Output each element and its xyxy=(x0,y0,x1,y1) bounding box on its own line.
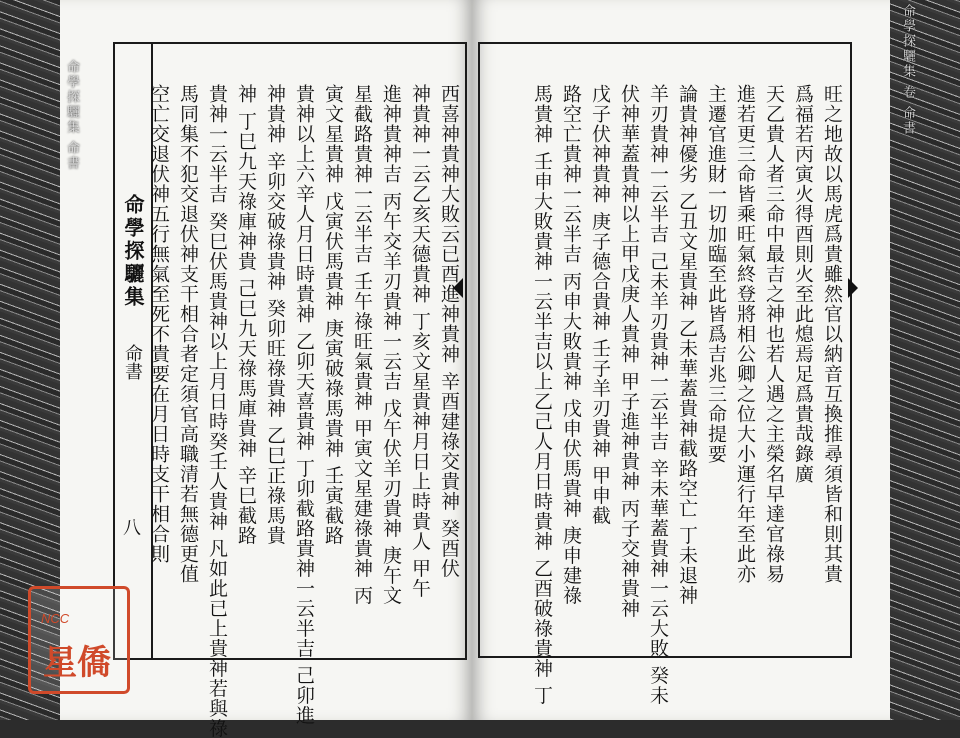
watermark-stamp xyxy=(28,586,130,694)
fishtail-marker-right xyxy=(848,278,858,298)
stamp-text-logo: 星僑 xyxy=(43,643,111,683)
left-page-text xyxy=(144,84,463,738)
text-column: 西喜神貴神大敗云已酉進神貴神 辛酉建祿交貴神 癸酉伏 xyxy=(438,84,460,579)
text-column: 進神貴神吉 丙午交羊刃貴神一云吉 戊午伏羊刃貴神 庚午文 xyxy=(380,84,402,606)
text-column: 旺之地故以馬虎爲貴雖然官以納音互換推尋須皆和則其貴 xyxy=(821,84,843,584)
fishtail-marker-left xyxy=(453,278,463,298)
text-column: 寅文星貴神 戊寅伏馬貴神 庚寅破祿馬貴神 壬寅截路 xyxy=(322,84,344,546)
text-column: 空亡交退伏神五行無氣至死不貴要在月日時支干相合則 xyxy=(148,84,170,564)
right-page-text xyxy=(527,84,846,706)
text-column: 馬同集不犯交退伏神支干相合者定須官高職清若無德更值 xyxy=(177,84,199,584)
text-column: 爲福若丙寅火得酉則火至此熄焉足爲貴哉錄廣 xyxy=(792,84,814,484)
stamp-text-ncc: NCC xyxy=(41,611,70,626)
text-column: 神貴神 辛卯交破祿貴神 癸卯旺祿貴神 乙巳正祿馬貴 xyxy=(264,84,286,546)
text-column: 路空亡貴神一云半吉 丙申大敗貴神 戊申伏馬貴神 庚申建祿 xyxy=(560,84,582,606)
book-title-margin: 命學探驪集 xyxy=(121,194,145,309)
text-column: 馬貴神 壬申大敗貴神一云半吉以上乙己人月日時貴神 乙酉破祿貴神 丁 xyxy=(531,84,553,706)
text-column: 伏神華蓋貴神以上甲戊庚人貴神 甲子進神貴神 丙子交神貴神 xyxy=(618,84,640,619)
text-column: 戊子伏神貴神 庚子德合貴神 壬子羊刃貴神 甲申截 xyxy=(589,84,611,526)
right-edge-title: 命學探驪集 卷 命書 xyxy=(900,4,915,137)
text-column: 主遷官進財一切加臨至此皆爲吉兆三命提要 xyxy=(705,84,727,464)
text-column: 貴神以上六辛人月日時貴神 乙卯天喜貴神 丁卯截路貴神一云半吉 己卯進 xyxy=(293,84,315,726)
text-column: 神 丁巳九天祿庫神貴 己巳九天祿馬庫貴神 辛巳截路 xyxy=(235,84,257,546)
page-number: 八 xyxy=(123,518,141,539)
text-column: 星截路貴神一云半吉 壬午祿旺氣貴神 甲寅文星建祿貴神 丙 xyxy=(351,84,373,606)
section-title-margin: 命書 xyxy=(122,344,143,380)
text-column: 論貴神優劣 乙丑文星貴神 乙未華蓋貴神截路空亡 丁未退神 xyxy=(676,84,698,606)
right-page-frame xyxy=(478,42,852,706)
left-edge-title: 命學探驪集 命書 xyxy=(64,60,79,172)
text-column: 貴神一云半吉 癸巳伏馬貴神以上月日時癸壬人貴神 凡如此已上貴神若與祿 xyxy=(206,84,228,738)
text-column: 羊刃貴神一云半吉 己未羊刃貴神一云半吉 辛未華蓋貴神一云大敗 癸未 xyxy=(647,84,669,706)
text-column: 神貴神一云乙亥天德貴神 丁亥文星貴神月日上時貴人 甲午 xyxy=(409,84,431,599)
text-column: 進若更三命皆乘旺氣終登將相公卿之位大小運行年至此亦 xyxy=(734,84,756,584)
left-page-frame xyxy=(113,42,467,738)
text-column: 天乙貴人者三命中最吉之神也若人遇之主榮名早達官祿易 xyxy=(763,84,785,584)
